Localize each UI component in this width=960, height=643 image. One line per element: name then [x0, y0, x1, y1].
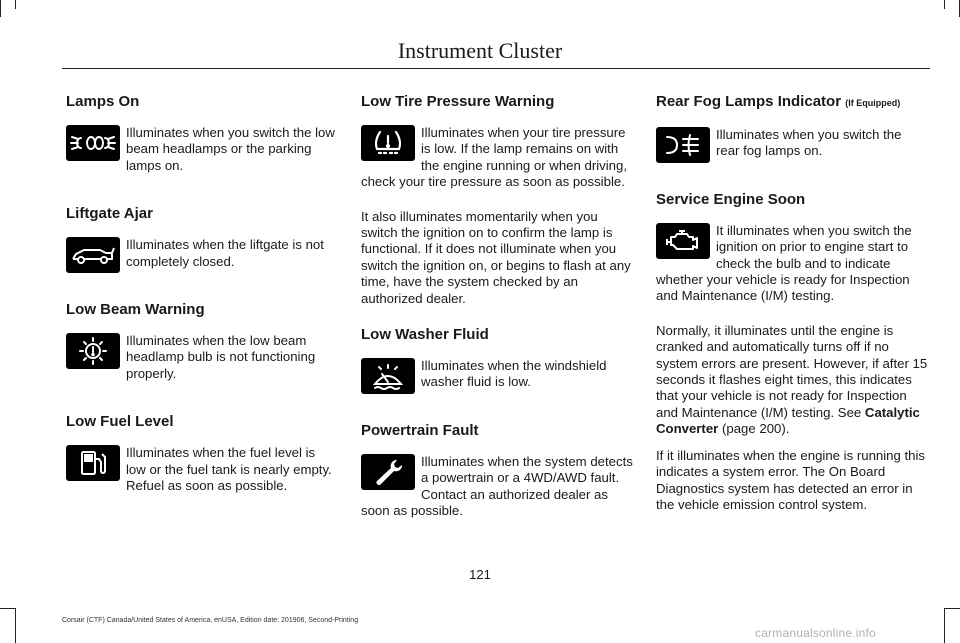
section-text: Illuminates when you switch the rear fog lamps on.: [716, 127, 902, 159]
section-text: It illuminates when you switch the ignition on prior to engine start to check the bulb and to indicate whether your vehicle is ready for Inspection and Maintenance (I/M) testing.: [656, 222, 912, 304]
column-1: [66, 92, 338, 524]
section-low-washer-fluid: [361, 358, 633, 401]
section-heading-low-beam-warning: Low Beam Warning: [66, 301, 205, 319]
column-2: [361, 92, 633, 550]
section-text-continued: It also illuminates momentarily when you switch the ignition on to confirm the lamp is functional. If it does not illuminate when you switch the ignition on, or begins to flash at any time, have the system checked by an authorized dealer.: [361, 208, 631, 306]
section-service-engine-soon: [656, 223, 928, 315]
section-heading-powertrain-fault: Powertrain Fault: [361, 421, 479, 439]
wrench-icon: [361, 454, 415, 490]
section-rear-fog-lamps: [656, 127, 928, 170]
crop-mark: [0, 608, 15, 609]
cross-reference-page: (page 200).: [721, 421, 790, 437]
header-divider: [62, 68, 930, 69]
watermark: carmanualsonline.info: [755, 626, 876, 640]
section-text-part: Normally, it illuminates until the engine is cranked and automatically turns off if no system errors are present. However, if after 15 seconds it flashes eight times, this indicates that your vehicle is not ready for Inspection and Maintenance (I/M) testing. See: [656, 322, 928, 420]
cross-reference-link[interactable]: Catalytic Converter: [656, 404, 920, 437]
edition-footer: Corsair (CTF) Canada/United States of America, enUSA, Edition date: 201906, Second-Printing: [62, 617, 359, 624]
section-low-fuel: [66, 445, 338, 504]
section-tire-pressure: [361, 125, 633, 201]
page-title: Instrument Cluster: [397, 38, 563, 63]
crop-mark: [0, 0, 1, 17]
section-heading-low-fuel: Low Fuel Level: [66, 413, 174, 431]
section-heading-service-engine-soon: Service Engine Soon: [656, 190, 806, 208]
low-fuel-icon: [66, 445, 120, 481]
section-text: Illuminates when the system detects a powertrain or a 4WD/AWD fault. Contact an authorized dealer as soon as possible.: [361, 453, 633, 519]
engine-icon: [656, 223, 710, 259]
crop-mark: [15, 608, 16, 643]
section-low-beam-warning: [66, 333, 338, 392]
liftgate-ajar-icon: [66, 237, 120, 273]
crop-mark: [945, 608, 960, 609]
section-text: Illuminates when you switch the low beam headlamps or the parking lamps on.: [126, 125, 335, 173]
washer-fluid-icon: [361, 358, 415, 394]
section-heading-liftgate-ajar: Liftgate Ajar: [66, 205, 153, 223]
section-text: Illuminates when your tire pressure is low. If the lamp remains on with the engine running or when driving, check your tire pressure as soon as possible.: [361, 125, 628, 190]
section-text-continued: If it illuminates when the engine is running this indicates a system error. The On Board Diagnostics system has detected an error in the vehicle emission control system.: [656, 447, 926, 512]
section-text-continued: [656, 323, 928, 438]
section-text: Illuminates when the windshield washer fluid is low.: [421, 358, 607, 390]
section-text: Illuminates when the low beam headlamp bulb is not functioning properly.: [126, 333, 316, 381]
section-powertrain-fault: [361, 454, 633, 530]
section-heading-rear-fog-lamps: [656, 92, 928, 113]
crop-mark: [15, 0, 16, 9]
section-heading-text: Rear Fog Lamps Indicator: [656, 93, 842, 110]
crop-mark: [944, 0, 945, 9]
section-liftgate-ajar: [66, 237, 338, 280]
section-heading-tire-pressure: Low Tire Pressure Warning: [361, 93, 555, 110]
section-heading-low-washer-fluid: Low Washer Fluid: [361, 326, 489, 344]
rear-fog-lamp-icon: [656, 127, 710, 163]
section-heading-lamps-on: Lamps On: [66, 93, 140, 110]
section-lamps-on: [66, 125, 338, 184]
tire-pressure-icon: [361, 125, 415, 161]
low-beam-warning-icon: [66, 333, 120, 369]
page-number: 121: [469, 567, 491, 582]
column-3: [656, 92, 928, 523]
lamps-on-icon: [66, 125, 120, 161]
section-heading-qualifier: (If Equipped): [845, 98, 901, 108]
crop-mark: [944, 608, 945, 643]
section-text: Illuminates when the fuel level is low or the fuel tank is nearly empty. Refuel as soon as possible.: [126, 445, 332, 494]
section-text: Illuminates when the liftgate is not completely closed.: [126, 237, 324, 269]
